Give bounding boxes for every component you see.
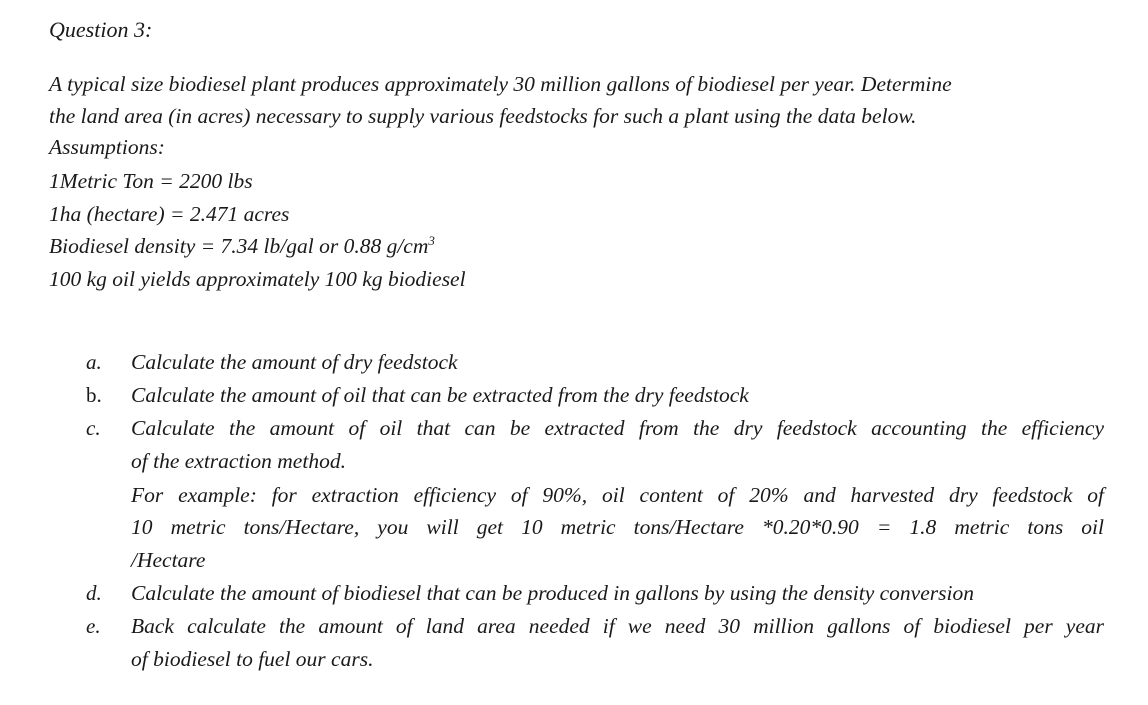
assumption-density-text: Biodiesel density = 7.34 lb/gal or 0.88 g/cm [49,234,429,258]
question-heading: Question 3: [49,17,153,42]
task-a-text: Calculate the amount of dry feedstock [131,350,458,374]
assumption-metric-ton: 1Metric Ton = 2200 lbs [49,169,253,193]
assumption-density [49,231,435,261]
task-c-line-2: of the extraction method. [131,449,346,473]
task-e-line-2: of biodiesel to fuel our cars. [131,647,374,671]
intro-line-1: A typical size biodiesel plant produces approximately 30 million gallons of biodiesel per year. Determine [49,72,952,96]
task-c-line-1: Calculate the amount of oil that can be extracted from the dry feedstock accounting the efficiency [131,416,1104,440]
task-e-marker: e. [86,614,101,638]
intro-line-2: the land area (in acres) necessary to supply various feedstocks for such a plant using the data below. [49,104,917,128]
task-c-example-line-1: For example: for extraction efficiency of 90%, oil content of 20% and harvested dry feedstock of [131,483,1104,507]
task-c-example-line-2: 10 metric tons/Hectare, you will get 10 metric tons/Hectare *0.20*0.90 = 1.8 metric tons oil [131,515,1104,539]
density-superscript: 3 [428,232,435,248]
task-c-marker: c. [86,416,101,440]
question-intro [49,68,1111,132]
task-d-text: Calculate the amount of biodiesel that can be produced in gallons by using the density conversion [131,581,974,605]
task-c-example-line-3: /Hectare [131,548,206,572]
task-e-line-1: Back calculate the amount of land area needed if we need 30 million gallons of biodiesel per year [131,614,1104,638]
task-d-marker: d. [86,581,102,605]
task-a-marker: a. [86,350,102,374]
task-b-marker: b. [86,383,102,407]
assumptions-title: Assumptions: [49,135,165,159]
task-b-text: Calculate the amount of oil that can be extracted from the dry feedstock [131,383,749,407]
assumption-oil-yield: 100 kg oil yields approximately 100 kg biodiesel [49,267,466,291]
assumption-hectare: 1ha (hectare) = 2.471 acres [49,202,290,226]
